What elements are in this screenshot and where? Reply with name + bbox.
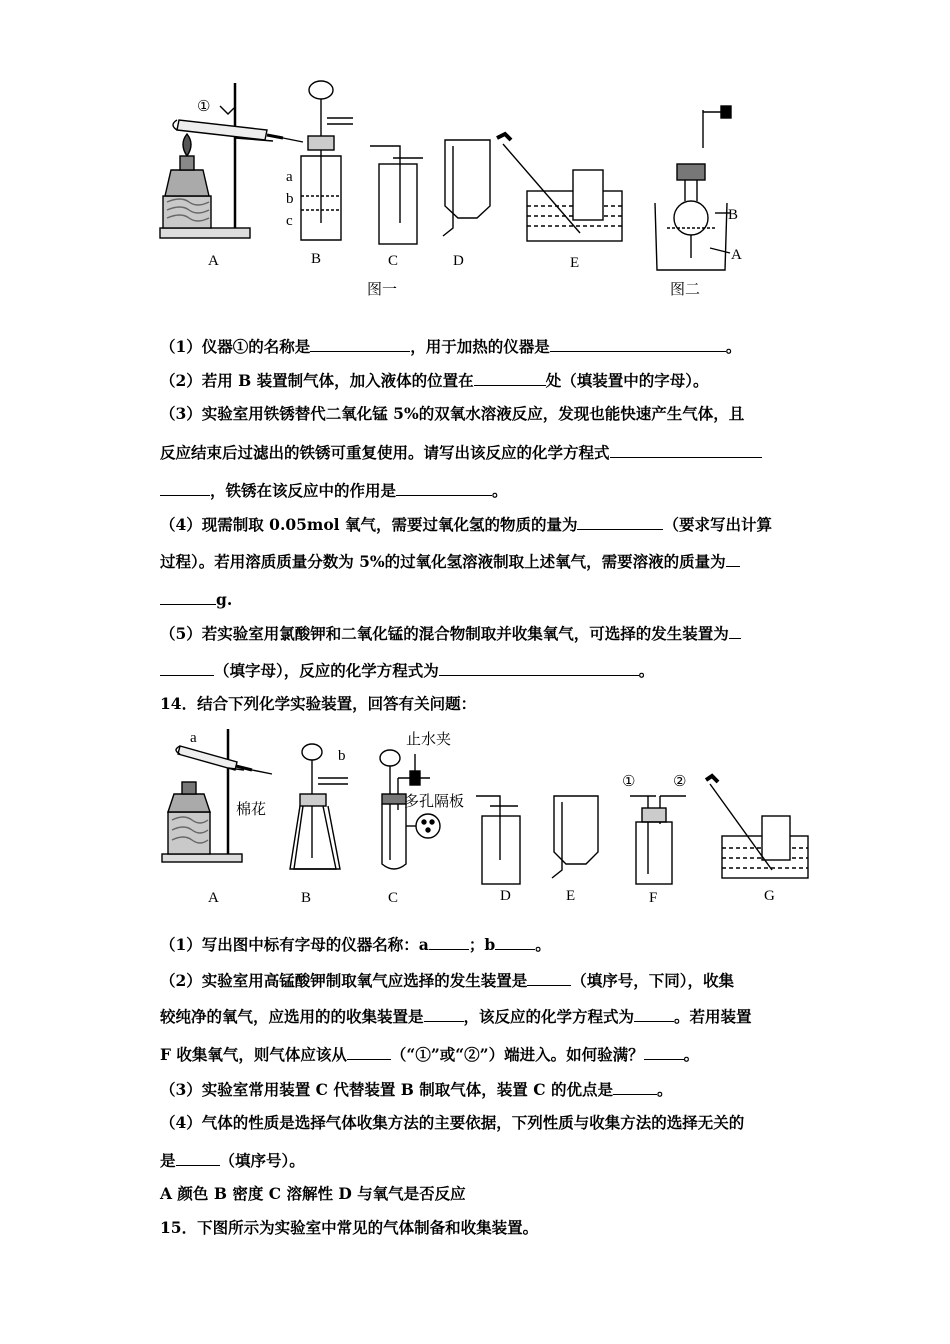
blank-rust-role[interactable] — [396, 480, 492, 496]
q13-line-7: 过程）。若用溶质质量分数为 5%的过氧化氢溶液制取上述氧气，需要溶液的质量为 — [160, 551, 740, 572]
q14-apparatus-g — [706, 776, 808, 878]
fig1-label-e: E — [570, 255, 580, 271]
blank-equation-1-cont[interactable] — [160, 480, 210, 496]
apparatus-e-trough — [497, 134, 622, 241]
q13-line-9: （5）若实验室用氯酸钾和二氧化锰的混合物制取并收集氧气，可选择的发生装置为 — [160, 623, 741, 644]
q15-title: 15．下图所示为实验室中常见的气体制备和收集装置。 — [160, 1218, 539, 1237]
apparatus-a-heating-setup — [160, 83, 303, 238]
q14-label-b: B — [301, 890, 312, 906]
instrument-1-label: ① — [197, 99, 211, 115]
q14-apparatus-f — [630, 796, 686, 884]
blank-liquid-position[interactable] — [474, 370, 546, 386]
q14-options: A 颜色 B 密度 C 溶解性 D 与氧气是否反应 — [160, 1184, 466, 1203]
q14-line-1: （1）写出图中标有字母的仪器名称：a ；b 。 — [160, 935, 551, 954]
q14-apparatus-e — [552, 796, 598, 878]
apparatus-b-bottle — [301, 81, 353, 240]
blank-generator[interactable] — [729, 623, 741, 639]
blank-port[interactable] — [347, 1044, 391, 1060]
blank-generator-cont[interactable] — [160, 660, 214, 676]
q14-label-e: E — [566, 888, 576, 904]
q14-title: 14．结合下列化学实验装置，回答有关问题： — [160, 694, 477, 713]
fig1-label-c: C — [388, 253, 399, 269]
q13-line-1: （1）仪器①的名称是 ，用于加热的仪器是 。 — [160, 337, 742, 356]
apparatus-d-bottle — [443, 140, 490, 236]
q14-line-2: （2）实验室用高锰酸钾制取氧气应选择的发生装置是 （填序号，下同），收集 — [160, 971, 735, 990]
label-b-funnel: b — [338, 748, 346, 764]
blank-heating-instrument[interactable] — [550, 336, 726, 352]
blank-unrelated-property[interactable] — [176, 1150, 220, 1166]
fig1-label-d: D — [453, 253, 464, 269]
blank-kmno4-generator[interactable] — [527, 970, 571, 986]
q14-line-5: （3）实验室常用装置 C 代替装置 B 制取气体，装置 C 的优点是 。 — [160, 1080, 673, 1099]
apparatus-c-bottle — [370, 146, 423, 244]
blank-collector[interactable] — [424, 1006, 464, 1022]
label-water-clamp: 止水夹 — [406, 730, 452, 748]
q14-line-6: （4）气体的性质是选择气体收集方法的主要依据，下列性质与收集方法的选择无关的 — [160, 1113, 745, 1132]
label-cotton: 棉花 — [236, 800, 267, 818]
blank-check-full[interactable] — [644, 1044, 684, 1060]
q14-line-7: 是 （填序号）。 — [160, 1151, 305, 1170]
blank-solution-mass-cont[interactable] — [160, 589, 216, 605]
q13-line-2: （2）若用 B 装置制气体，加入液体的位置在 处（填装置中的字母）。 — [160, 371, 709, 390]
figure-1-apparatus — [155, 78, 795, 303]
b-letter-c: c — [286, 213, 293, 229]
q13-line-4: 反应结束后过滤出的铁锈可重复使用。请写出该反应的化学方程式 — [160, 442, 762, 463]
fig1-label-b: B — [311, 251, 322, 267]
blank-name-a[interactable] — [429, 934, 469, 950]
fig1-label-a: A — [208, 253, 219, 269]
q14-label-g: G — [764, 888, 775, 904]
blank-name-b[interactable] — [495, 934, 535, 950]
q14-apparatus-d — [476, 796, 520, 884]
blank-solution-mass[interactable] — [726, 551, 740, 567]
blank-equation-3[interactable] — [634, 1006, 674, 1022]
q14-label-d: D — [500, 888, 511, 904]
fig2-label-b: B — [728, 207, 739, 223]
caption-figure-2: 图二 — [670, 280, 701, 298]
b-letter-b: b — [286, 191, 294, 207]
q14-line-4: F 收集氧气，则气体应该从 （“①”或“②”）端进入。如何验满？ 。 — [160, 1045, 700, 1064]
q14-label-c: C — [388, 890, 399, 906]
blank-equation-2[interactable] — [439, 660, 639, 676]
q13-line-3: （3）实验室用铁锈替代二氧化锰 5%的双氧水溶液反应，发现也能快速产生气体，且 — [160, 404, 745, 423]
fig2-label-a: A — [731, 247, 742, 263]
figure-q14-apparatus — [160, 724, 810, 912]
q13-line-10: （填字母），反应的化学方程式为 。 — [160, 660, 654, 681]
q13-line-5: ，铁锈在该反应中的作用是 。 — [160, 480, 508, 501]
blank-h2o2-moles[interactable] — [577, 514, 663, 530]
figure-2-beaker-flask — [655, 106, 731, 270]
label-port-2: ② — [673, 774, 687, 790]
label-port-1: ① — [622, 774, 636, 790]
label-a-test-tube: a — [190, 730, 197, 746]
blank-instrument-name[interactable] — [310, 336, 410, 352]
blank-advantage[interactable] — [613, 1079, 657, 1095]
q14-label-f: F — [649, 890, 658, 906]
blank-equation-1[interactable] — [610, 442, 762, 458]
q14-line-3: 较纯净的氧气，应选用的的收集装置是 ，该反应的化学方程式为 。若用装置 — [160, 1007, 752, 1026]
q13-line-6: （4）现需制取 0.05mol 氧气，需要过氧化氢的物质的量为 （要求写出计算 — [160, 515, 772, 534]
label-porous-plate: 多孔隔板 — [404, 792, 465, 810]
q14-label-a: A — [208, 890, 219, 906]
b-letter-a: a — [286, 169, 293, 185]
caption-figure-1: 图一 — [367, 280, 398, 298]
q14-apparatus-a — [162, 729, 272, 862]
q13-line-8: g. — [160, 589, 232, 610]
